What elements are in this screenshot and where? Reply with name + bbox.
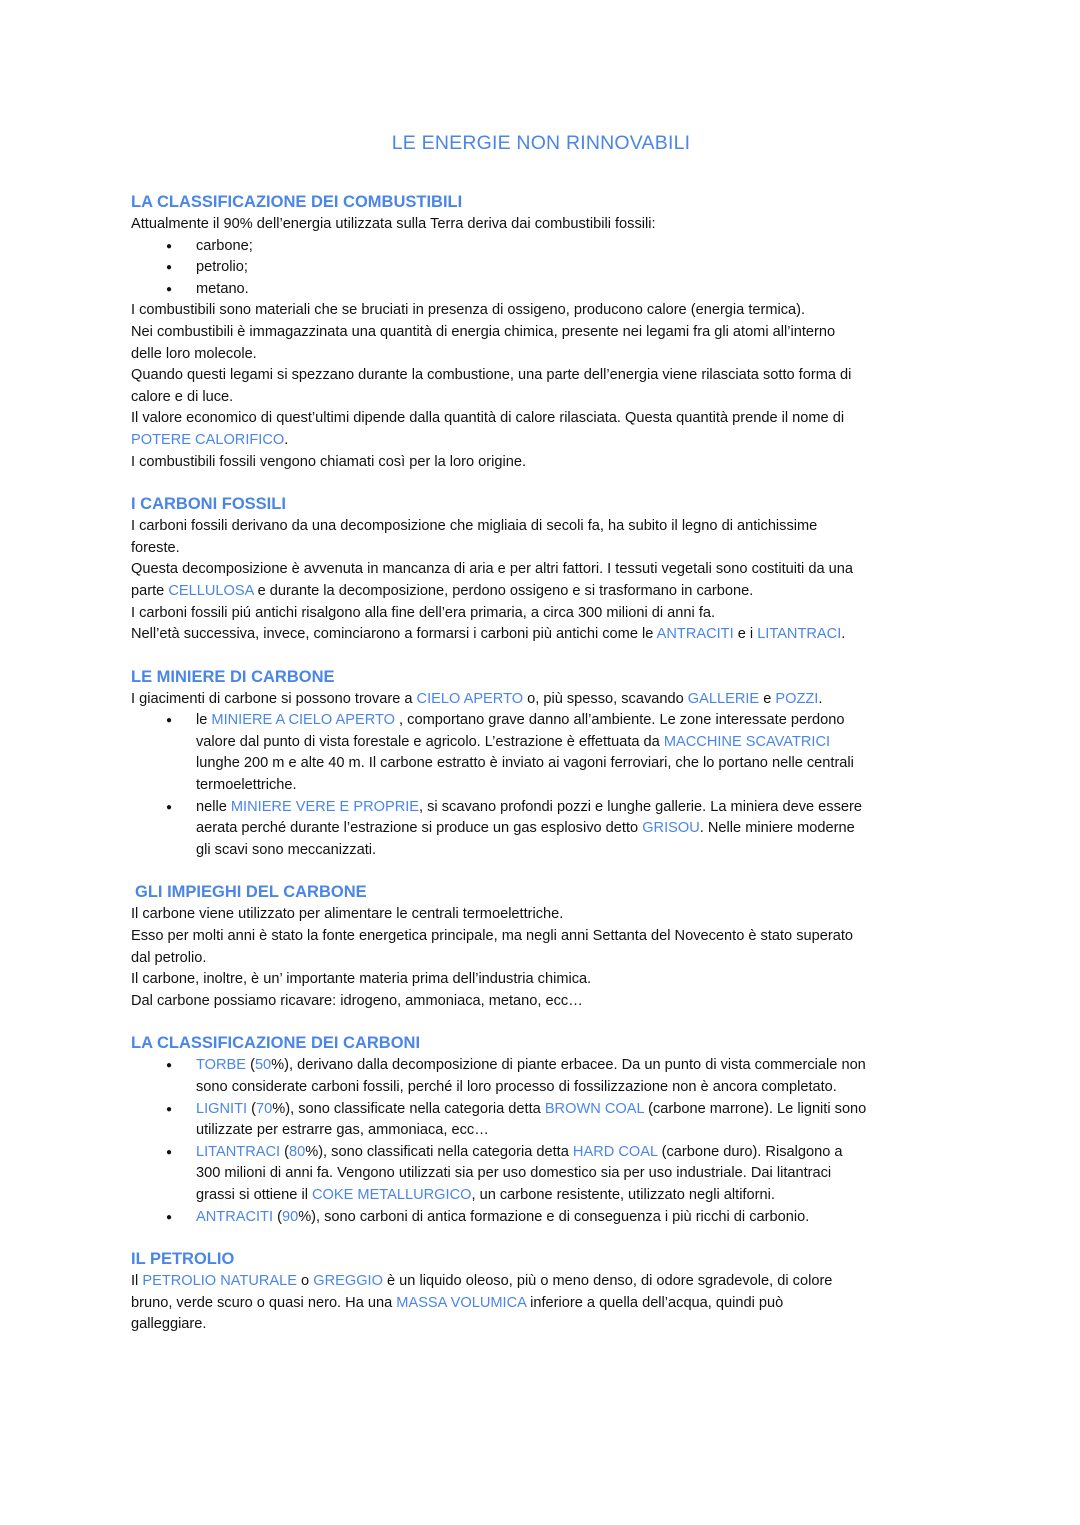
mine-list — [131, 710, 951, 861]
paragraph: I carboni fossili piú antichi risalgono alla fine dell’era primaria, a circa 300 milioni di anni fa. — [131, 604, 716, 621]
text-span: , un carbone resistente, utilizzato negli altiforni. — [471, 1186, 775, 1203]
highlight-term: POZZI — [775, 690, 819, 707]
list-line — [196, 1185, 951, 1207]
list-line: sono considerate carboni fossili, perché il loro processo di fossilizzazione non è ancora completato. — [196, 1079, 837, 1095]
list-item: ● metano. — [131, 279, 951, 301]
text-span: Nell’età successiva, invece, cominciarono a formarsi i carboni più antichi come le — [131, 626, 657, 643]
text-span: e i — [733, 626, 758, 643]
highlight-term: POTERE CALORIFICO — [131, 431, 285, 448]
text-span: ( — [246, 1057, 255, 1074]
text-span: ( — [280, 1143, 289, 1160]
paragraph-line: foreste. — [131, 539, 180, 556]
paragraph-line: galleggiare. — [131, 1316, 207, 1333]
coal-types-list — [131, 1055, 951, 1228]
paragraph: Attualmente il 90% dell’energia utilizzata sulla Terra deriva dai combustibili fossili: — [131, 216, 656, 232]
percent-value: 80 — [288, 1143, 306, 1160]
text-span: ( — [247, 1100, 257, 1117]
text-span: valore dal punto di vista forestale e agricolo. L’estrazione è effettuata da — [196, 733, 664, 750]
paragraph-line: calore e di luce. — [131, 388, 234, 405]
text-span: grassi si ottiene il — [196, 1186, 312, 1203]
list-item-antraciti — [131, 1207, 951, 1229]
highlight-term: TORBE — [196, 1057, 247, 1074]
text-span: %), sono classificate nella categoria detta — [272, 1100, 545, 1117]
text-span: , comportano grave danno all’ambiente. Le zone interessate perdono — [395, 712, 845, 729]
highlight-term: LITANTRACI — [196, 1143, 281, 1160]
text-span: e — [759, 690, 776, 707]
list-line — [196, 732, 951, 754]
highlight-term: CIELO APERTO — [416, 690, 524, 707]
paragraph: Dal carbone possiamo ricavare: idrogeno, ammoniaca, metano, ecc… — [131, 992, 583, 1009]
paragraph: I combustibili fossili vengono chiamati così per la loro origine. — [131, 453, 527, 470]
paragraph-line: Il valore economico di quest’ultimi dipende dalla quantità di calore rilasciata. Questa quantità prende il nome di — [131, 410, 845, 427]
paragraph: I combustibili sono materiali che se bruciati in presenza di ossigeno, producono calore (energia termica). — [131, 302, 806, 319]
text-span: , si scavano profondi pozzi e lunghe gallerie. La miniera deve essere — [419, 798, 862, 815]
text-span: . — [818, 690, 823, 707]
heading-impieghi-carbone: GLI IMPIEGHI DEL CARBONE — [135, 883, 367, 902]
heading-petrolio: IL PETROLIO — [131, 1250, 235, 1269]
list-line: lunghe 200 m e alte 40 m. Il carbone estratto è inviato ai vagoni ferroviari, che lo portano nelle centrali — [196, 755, 854, 772]
paragraph-line: Questa decomposizione è avvenuta in mancanza di aria e per altri fattori. I tessuti vegetali sono costituiti da una — [131, 561, 853, 578]
paragraph: Il carbone, inoltre, è un’ importante materia prima dell’industria chimica. — [131, 971, 592, 988]
list-line: 300 milioni di anni fa. Vengono utilizzati sia per uso domestico sia per uso industriale. Dai litantraci — [196, 1165, 832, 1182]
text-span: parte — [131, 582, 169, 599]
highlight-term: LIGNITI — [196, 1100, 248, 1117]
text-span: le — [196, 712, 212, 729]
heading-classificazione-combustibili: LA CLASSIFICAZIONE DEI COMBUSTIBILI — [131, 193, 463, 211]
paragraph-line: Quando questi legami si spezzano durante la combustione, una parte dell’energia viene rilasciata sotto forma di — [131, 367, 852, 384]
text-span: inferiore a quella dell’acqua, quindi può — [526, 1294, 784, 1311]
paragraph-line: I carboni fossili derivano da una decomposizione che migliaia di secoli fa, ha subito il legno di antichissime — [131, 518, 818, 535]
text-span: (carbone marrone). Le ligniti sono — [644, 1100, 867, 1117]
list-line: termoelettriche. — [196, 777, 297, 794]
highlight-term: HARD COAL — [572, 1143, 658, 1160]
heading-miniere-carbone: LE MINIERE DI CARBONE — [131, 667, 335, 686]
highlight-term: COKE METALLURGICO — [312, 1186, 472, 1203]
heading-carboni-fossili: I CARBONI FOSSILI — [131, 495, 286, 514]
highlight-term: GREGGIO — [313, 1273, 383, 1290]
list-line — [196, 797, 951, 819]
list-item-ligniti — [131, 1099, 951, 1142]
list-line — [196, 818, 951, 840]
list-item-litantraci — [131, 1142, 951, 1207]
paragraph-line: delle loro molecole. — [131, 345, 257, 362]
text-span: ( — [273, 1208, 282, 1225]
text-span: Il — [131, 1273, 143, 1290]
percent-value: 50 — [254, 1057, 272, 1074]
list-line — [196, 1207, 951, 1229]
percent-value: 70 — [256, 1100, 273, 1117]
paragraph-line — [131, 581, 951, 603]
heading-classificazione-carboni: LA CLASSIFICAZIONE DEI CARBONI — [131, 1034, 421, 1053]
text-span: bruno, verde scuro o quasi nero. Ha una — [131, 1294, 397, 1311]
paragraph-line: Esso per molti anni è stato la fonte energetica principale, ma negli anni Settanta del Novecento è stato superato — [131, 928, 854, 945]
percent-value: 90 — [281, 1208, 299, 1225]
highlight-term: CELLULOSA — [168, 582, 254, 599]
fuel-list — [131, 236, 951, 301]
highlight-term: MASSA VOLUMICA — [396, 1294, 527, 1311]
document-content — [131, 130, 951, 1336]
page-title: LE ENERGIE NON RINNOVABILI — [391, 132, 691, 154]
paragraph-line — [131, 430, 951, 452]
paragraph-line — [131, 1271, 951, 1293]
highlight-term: MACCHINE SCAVATRICI — [663, 733, 831, 750]
text-span: . — [284, 431, 289, 448]
list-item — [131, 797, 951, 862]
list-line — [196, 1142, 951, 1164]
highlight-term: BROWN COAL — [544, 1100, 645, 1117]
text-span: aerata perché durante l’estrazione si produce un gas esplosivo detto — [196, 820, 643, 837]
paragraph — [131, 689, 951, 711]
list-line — [196, 710, 951, 732]
paragraph-line: Nei combustibili è immagazzinata una quantità di energia chimica, presente nei legami fra gli atomi all’interno — [131, 323, 836, 340]
list-item — [131, 710, 951, 796]
paragraph — [131, 624, 951, 646]
list-item-torbe — [131, 1055, 951, 1098]
list-line — [196, 1099, 951, 1121]
text-span: %), derivano dalla decomposizione di piante erbacee. Da un punto di vista commerciale non — [271, 1057, 866, 1074]
highlight-term: PETROLIO NATURALE — [142, 1273, 297, 1290]
list-item: ● petrolio; — [131, 257, 951, 279]
highlight-term: ANTRACITI — [196, 1208, 274, 1225]
highlight-term: ANTRACITI — [656, 626, 734, 643]
text-span: (carbone duro). Risalgono a — [657, 1143, 843, 1160]
highlight-term: GALLERIE — [687, 690, 760, 707]
paragraph: Il carbone viene utilizzato per alimentare le centrali termoelettriche. — [131, 906, 564, 923]
text-span: è un liquido oleoso, più o meno denso, di odore sgradevole, di colore — [382, 1273, 833, 1290]
list-line: gli scavi sono meccanizzati. — [196, 841, 377, 858]
highlight-term: MINIERE A CIELO APERTO — [211, 712, 395, 729]
text-span: e durante la decomposizione, perdono ossigeno e si trasformano in carbone. — [253, 582, 754, 599]
highlight-term: LITANTRACI — [757, 626, 842, 643]
text-span: o — [296, 1273, 314, 1290]
text-span: . Nelle miniere moderne — [699, 820, 855, 837]
text-span: I giacimenti di carbone si possono trovare a — [131, 690, 417, 707]
paragraph-line — [131, 1293, 951, 1315]
text-span: o, più spesso, scavando — [523, 690, 688, 707]
list-item: ● carbone; — [131, 236, 951, 258]
paragraph-line: dal petrolio. — [131, 949, 207, 966]
highlight-term: MINIERE VERE E PROPRIE — [230, 798, 420, 815]
list-line: utilizzate per estrarre gas, ammoniaca, ecc… — [196, 1122, 489, 1139]
text-span: %), sono classificati nella categoria detta — [305, 1143, 573, 1160]
highlight-term: GRISOU — [642, 820, 700, 837]
text-span: %), sono carboni di antica formazione e di conseguenza i più ricchi di carbonio. — [298, 1208, 810, 1225]
list-line — [196, 1055, 951, 1077]
text-span: nelle — [196, 798, 231, 815]
text-span: . — [841, 626, 846, 643]
